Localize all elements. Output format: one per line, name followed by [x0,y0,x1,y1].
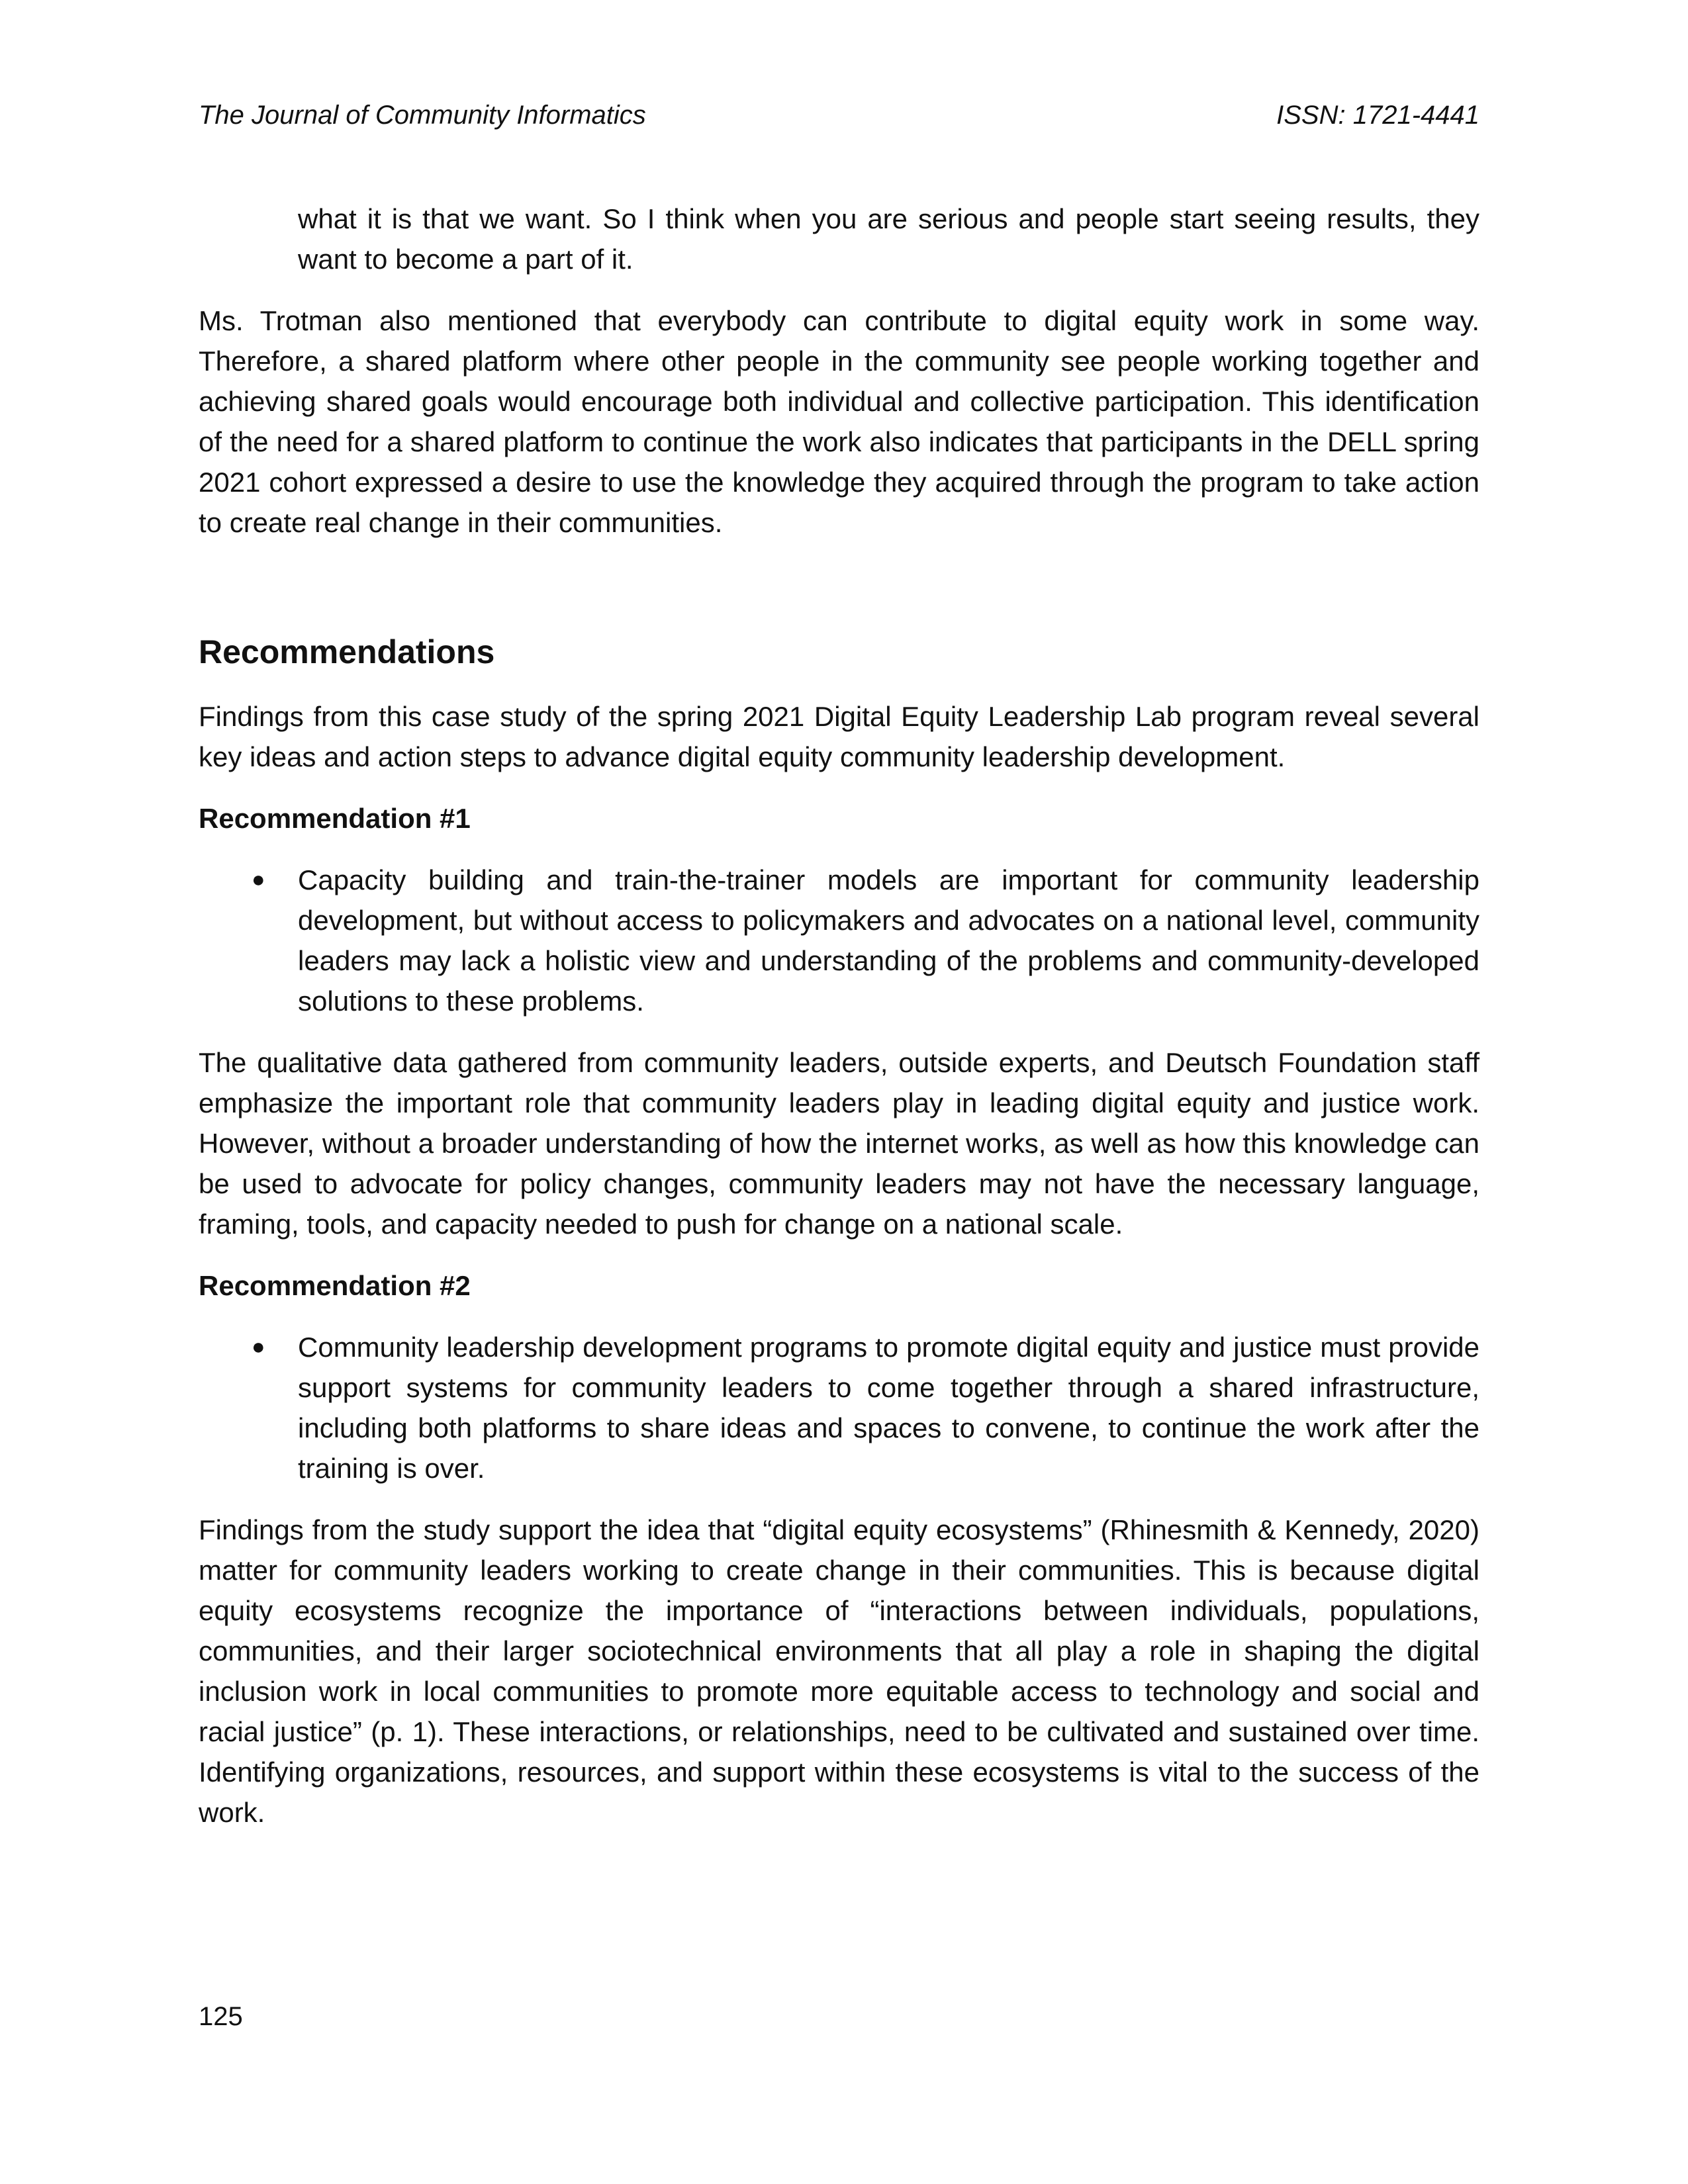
paragraph-trotman: Ms. Trotman also mentioned that everybody can contribute to digital equity work in some way. Therefore, a shared platform where other people in the community see people working together and achieving shared goals would encourage both individual and collective participation. This identification of the need for a shared platform to continue the work also indicates that participants in the DELL spring 2021 cohort expressed a desire to use the knowledge they acquired through the program to take action to create real change in their communities. [199,305,1479,538]
recommendation-1-text: Capacity building and train-the-trainer models are important for community leadership development, but without access to policymakers and advocates on a national level, community leaders may lack a holistic view and understanding of the problems and community-developed solutions to these problems. [298,864,1479,1017]
paragraph-ecosystems: Findings from the study support the idea that “digital equity ecosystems” (Rhinesmith & Kennedy, 2020) matter for community leaders working to create change in their communities. This is because digital equity ecosystems recognize the importance of “interactions between individuals, populations, communities, and their larger sociotechnical environments that all play a role in shaping the digital inclusion work in local communities to promote more equitable access to technology and social and racial justice” (p. 1). These interactions, or relationships, need to be cultivated and sustained over time. Identifying organizations, resources, and support within these ecosystems is vital to the success of the work. [199,1514,1479,1828]
page-number: 125 [199,2002,243,2031]
recommendation-2-heading: Recommendation #2 [199,1270,471,1301]
bullet-icon: ● [252,1334,265,1359]
recommendation-1-bullet-item [252,860,1479,1021]
issn-label: ISSN: 1721-4441 [1276,101,1479,130]
section-heading-recommendations: Recommendations [199,633,495,670]
recommendation-2-text: Community leadership development programs to promote digital equity and justice must provide support systems for community leaders to come together through a shared infrastructure, including both platforms to share ideas and spaces to convene, to continue the work after the training is over. [298,1332,1479,1484]
bullet-icon: ● [252,867,265,892]
recommendation-2-bullet-item [252,1327,1479,1488]
paragraph-findings-intro: Findings from this case study of the spring 2021 Digital Equity Leadership Lab program reveal several key ideas and action steps to advance digital equity community leadership development. [199,701,1479,772]
article-body [199,199,1479,1833]
paragraph-qualitative-data: The qualitative data gathered from community leaders, outside experts, and Deutsch Foundation staff emphasize the important role that community leaders play in leading digital equity and justice work. However, without a broader understanding of how the internet works, as well as how this knowledge can be used to advocate for policy changes, community leaders may not have the necessary language, framing, tools, and capacity needed to push for change on a national scale. [199,1047,1479,1240]
recommendation-1-heading: Recommendation #1 [199,803,471,834]
block-quote-continuation: what it is that we want. So I think when you are serious and people start seeing results, they want to become a part of it. [298,203,1479,275]
journal-page [199,0,1479,2184]
journal-title: The Journal of Community Informatics [199,101,646,130]
running-header [199,101,1479,140]
